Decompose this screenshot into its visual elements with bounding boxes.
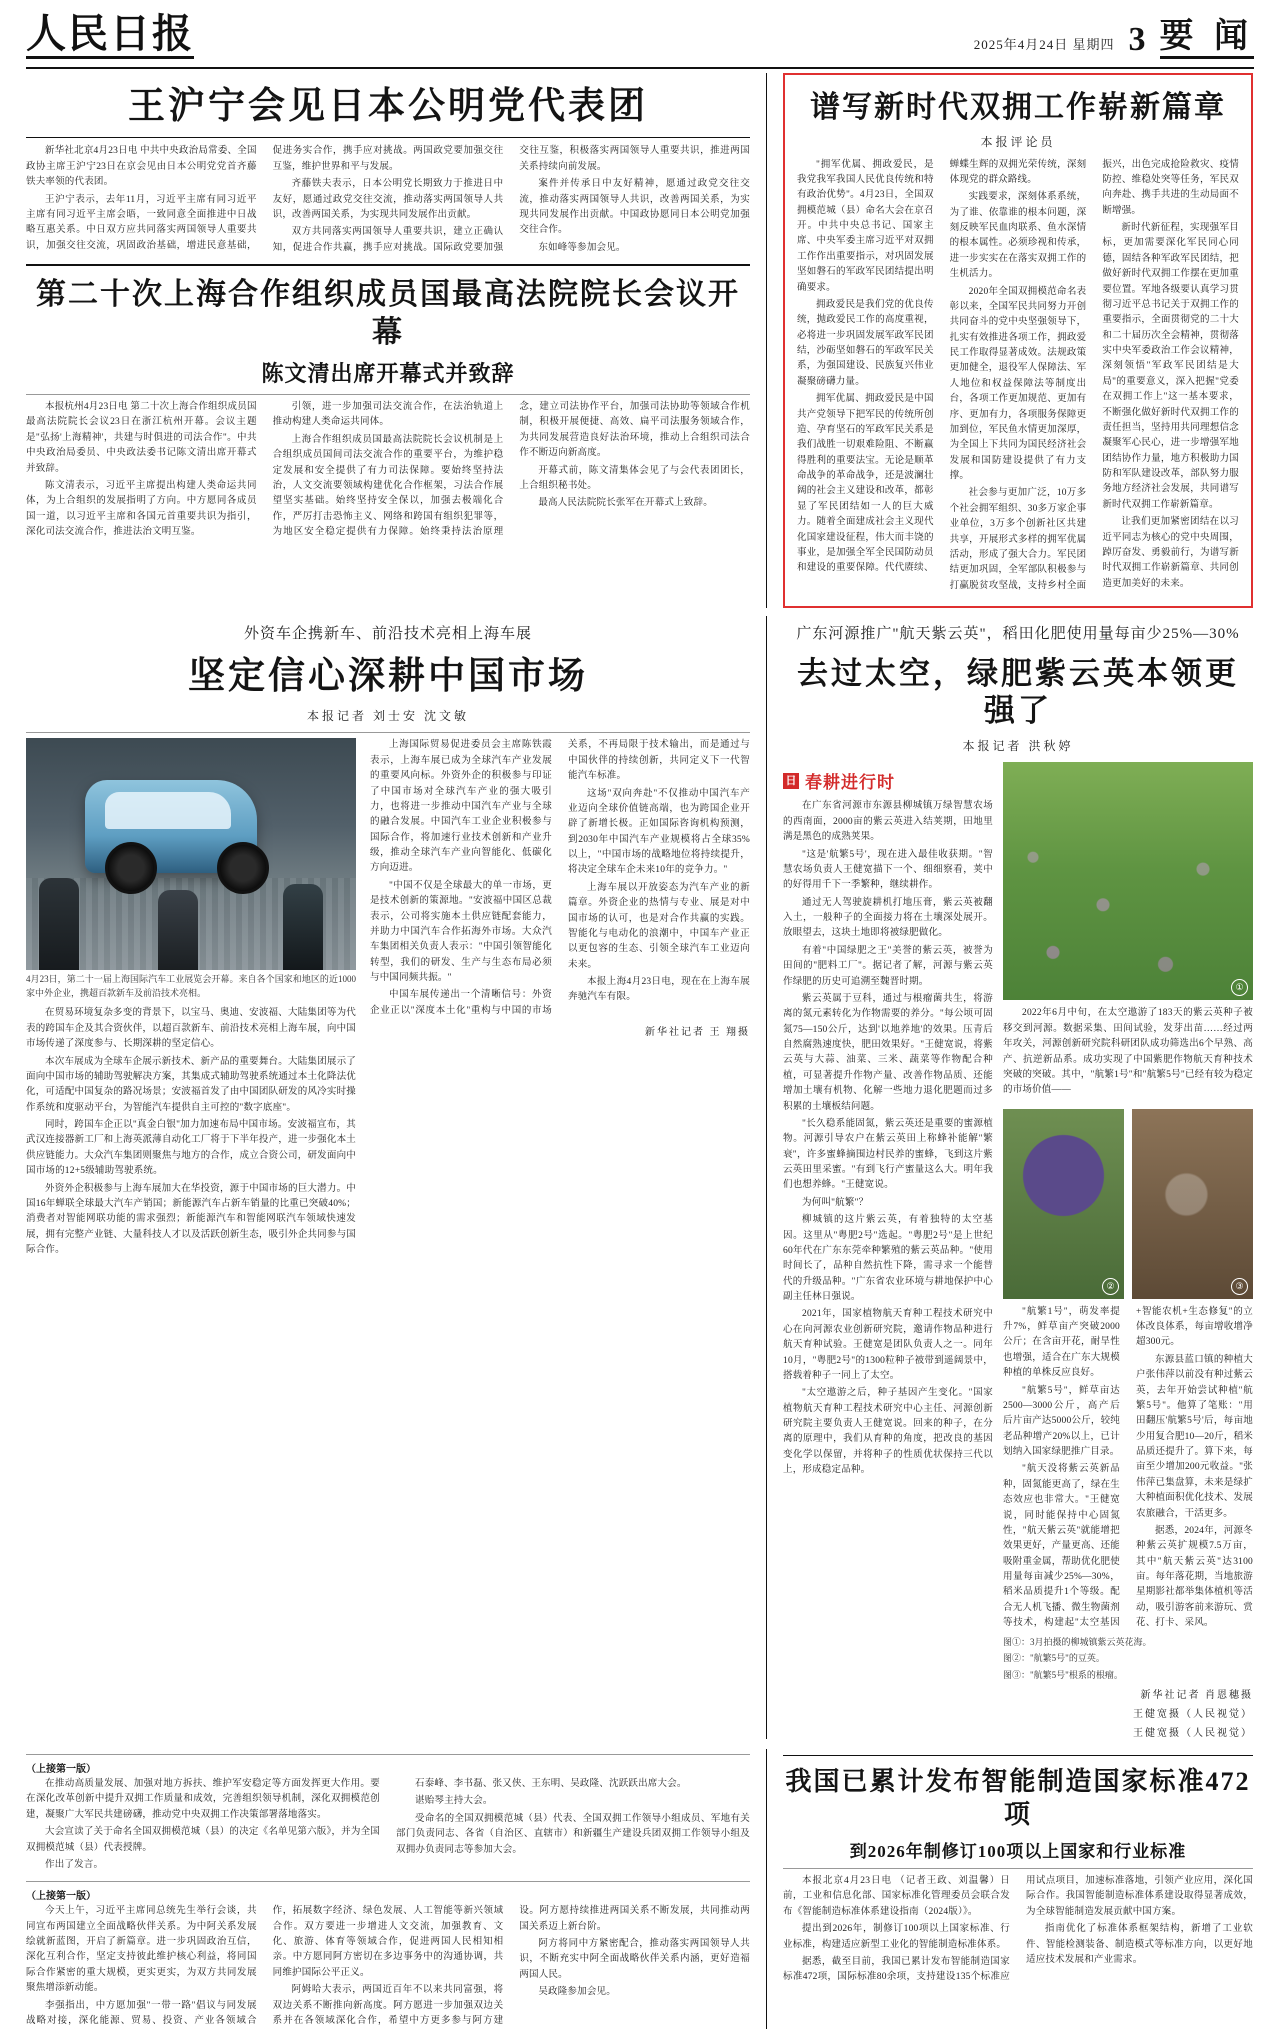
dateline: 本报上海4月23日电，现在在上海车展奔驰汽车有限。 [568,977,750,1003]
photo-index-badge: ③ [1231,1278,1248,1295]
right-bottom-column [767,1749,1253,2029]
root-nodule-photo [1132,1109,1253,1299]
standards-headline: 我国已累计发布智能制造国家标准472项 [785,1767,1251,1829]
green-body-c [1003,1305,1253,1633]
paragraph: 阿姆哈大表示，两国近百年不以来共同富强，将双边关系不断推向新高度。阿方愿进一步加强双边关系并在各领域深化合作，希望中方更多参与阿方建设。阿方愿持续推进两国关系不断发展，共同推动两国关系迈上新台阶。 [272,1906,750,2026]
paragraph: 这场"双向奔赴"不仅推动中国汽车产业迈向全球价值链高端，也为跨国企业开辟了新增长极。正如国际咨询机构预测，到2030年中国汽车产业规模将占全球35%以上，"中国市场的战略地位将持续提升，将决定全球车企未来10年的竞争力。" [568,788,750,876]
paragraph: 有着"中国绿肥之王"美誉的紫云英，被誉为田间的"肥料工厂"。据记者了解，河源与紫云英作绿肥的历史可追溯至魏晋时期。 [783,945,993,987]
top-area [26,73,1254,608]
article-editorial [783,73,1253,608]
paragraph: 据悉，2024年，河源冬种紫云英扩规模7.5万亩，其中"航天紫云英"达3100亩。每年落花期，当地旅游星期影社都举集体植机等活动，吸引游客前来游玩、赏花、打卡、采风。 [1136,1525,1253,1629]
paragraph: 大会宣读了关于命名全国双拥模范城（县）的决定《名单见第六版》，并为全国双拥模范城（县）代表授牌。 [26,1827,380,1853]
article-wang-body [26,144,750,256]
left-mid-column [26,616,766,1739]
article-lead: 本报杭州4月23日电 第二十次上海合作组织成员国最高法院院长会议23日在浙江杭州开幕。会议主题是"弘扬'上海精神'，共建与时俱进的司法合作"。中共中央政治局委员、中央政法委书记陈文清出席开幕式并致辞。 [26,402,257,474]
paragraph: 陈文清表示，习近平主席提出构建人类命运共同体，为上合组织的发展指明了方向。中方愿同各成员国一道，以习近平主席和各国元首重要共识为指引，深化司法交流合作，推进法治文明互鉴。 [26,480,257,538]
article-sco-body [26,400,750,540]
article-standards [783,1766,1253,1986]
left-top-column [26,73,766,608]
photo-index-badge: ① [1231,979,1248,996]
visitor-silhouette [283,884,323,970]
auto-body-left [26,1006,356,1260]
article-lead: 新华社北京4月23日电 中共中央政治局常委、全国政协主席王沪宁23日在京会见由日本公明党党首齐藤铁夫率领的代表团。 [26,146,257,188]
paragraph: 本次车展成为全球车企展示新技术、新产品的重要舞台。大陆集团展示了面向中国市场的辅助驾驶解决方案，其集成式辅助驾驶系统通过本土化降法优化，可适配中国复杂的路况场景；安波福首发了由中国团队研发的风冷实时操作系统和度驱动平台，为智能汽车提供自主可控的"数字底座"。 [26,1056,356,1113]
paragraph: 东如峰等参加会见。 [538,242,626,253]
paragraph: 开幕式前，陈文清集体会见了与会代表团团长，上合组织秘书处。 [519,465,750,491]
editorial-headline: 谱写新时代双拥工作崭新篇章 [810,91,1226,124]
paragraph: 上海国际贸易促进委员会主席陈铁霞表示，上海车展已成为全球汽车产业发展的重要风向标。外资外企的积极参与印证了中国市场对全球汽车产业的强大吸引力，也将进一步推动中国汽车产业与全球的融合发展。中国汽车工业企业积极参与国际合作，将加速行业技术创新和产业升级，推动全球汽车产业向智能化、低碳化方向迈进。 [370,740,552,874]
paragraph: 双方共同落实两国领导人重要共识，建立正确认知，促进合作共赢，携手应对挑战。国际政党要加强交往互鉴，积极落实两国领导人重要共识，推进两国关系持续向前发展。 [272,146,750,253]
green-photo-credit-2: 王健宽摄（人民视觉） [1133,1709,1253,1720]
auto-headline: 坚定信心深耕中国市场 [188,656,588,697]
car-window-shape [105,792,230,829]
visitor-silhouette [158,890,198,970]
left-bottom-column [26,1749,766,2029]
paragraph: "长久稳系能固氮，紫云英还是重要的蜜源植物。河源引导农户在紫云英田上称蜂补能解"繁衰"，许多蜜蜂摘围边村民养的蜜蜂，飞到这片紫云英田里采蜜。"有到飞行产蜜量这么大。明年我们也想养蜂。"王健宽说。 [783,1118,993,1191]
mid-area [26,616,1254,1739]
paragraph: 王沪宁表示，去年11月，习近平主席有同习近平主席有同习近平主席会晤，一致同意全面推进中日战略互惠关系。中日双方应共同落实两国领导人重要共识，加强交往交流，巩固政治基础，增进民意基础，促进务实合作，携手应对挑战。两国政党要加强交往互鉴，维护世界和平与发展。 [26,146,504,251]
paragraph: 新时代新征程，实现强军目标，更加需要深化军民同心同德，固结各种军政军民团结，把做好新时代双拥工作摆在更加重要位置。军地各级要认真学习贯彻习近平总书记关于双拥工作的重要指示，全面贯彻党的二十大和二十届历次全会精神，贯彻落实中央军委政治工作会议精神，深刻领悟"军政军民团结是大局"的重要意义，深入把握"党委在双拥工作上"这一基本要求，不断强化做好新时代双拥工作的责任担当，坚持用共同理想信念凝聚军心民心，进一步增强军地团结协作力量，地方积极助力国防和军队建设改革，部队努力服务地方经济社会发展，共同谱写新时代双拥工作崭新篇章。 [1102,223,1239,510]
paragraph: 提出到2026年，制修订100项以上国家标准、行业标准，构建适应新型工业化的智能制造标准体系。 [783,1924,1010,1950]
paragraph: "航繁5号"，鲜草亩达2500—3000公斤，高产后后片亩产达5000公斤，较纯老品种增产20%以上，已计划纳入国家绿肥推广目录。 [1003,1385,1120,1457]
paragraph: 最高人民法院院长张军在开幕式上致辞。 [538,498,713,509]
paragraph: 石泰峰、李书磊、张又侠、王东明、吴政隆、沈跃跃出席大会。 [415,1779,687,1789]
right-mid-column [767,616,1253,1739]
car-wheel-shape [217,842,269,894]
masthead [26,0,1254,69]
paragraph: 作出了发言。 [45,1859,104,1870]
paragraph: 阿方将同中方紧密配合，推动落实两国领导人共识，不断充实中阿全面战略伙伴关系内涵，更好造福两国人民。 [519,1939,750,1980]
article-sco-headline: 第二十次上海合作组织成员国最高法院院长会议开幕 [36,278,740,349]
green-photo-caption-1: 图①：3月拍摄的柳城镇紫云英花海。 [1003,1636,1152,1647]
section-title: 要 闻 [1160,20,1255,59]
paragraph: 为何叫"航繁"？ [802,1197,869,1208]
continuation-head: （上接第一版） [26,1891,96,1903]
paragraph: 谌贻琴主持大会。 [415,1796,493,1807]
paragraph: 今天上午，习近平主席同总统先生举行会谈，共同宣布两国建立全面战略伙伴关系。为中阿关系发展绘就新蓝图，开启了新篇章。进一步巩固政治互信，深化互利合作，坚定支持彼此维护核心利益，将同国际合作紧密的重大规模，更实更实，为双方共同发展聚焦增添新动能。 [26,1906,257,1994]
editorial-byline: 本报评论员 [980,134,1056,149]
newspaper-logo: 人民日报 [26,14,194,59]
auto-byline: 本报记者 刘士安 沈文敏 [306,709,469,724]
paragraph: 上海合作组织成员国最高法院院长会议机制是上合组织成员国间司法交流合作的重要平台，为维护稳定发展和安全提供了有力司法保障。要始终坚持法治，人文交流要领域构建优化合作框架，习法合作展望坚实基础。始终坚持安全保以，加强去极端化合作，严厉打击恐怖主义、网络和跨国有组织犯罪等，为地区安全稳定提供有力保障。始终秉持法治原理念，建立司法协作平台，加强司法协助等领域合作机制，积极开展便捷、高效、扁平司法服务领域合作，为共同发展营造良好法治环境，推动上合组织司法合作不断迈向新高度。 [272,402,750,538]
paragraph: 受命名的全国双拥模范城（县）代表、全国双拥工作领导小组成员、军地有关部门负责同志、各省（自治区、直辖市）和新疆生产建设兵团双拥工作领导小组及双拥办负责同志等参加大会。 [396,1813,750,1855]
page-title: 王沪宁会见日本公明党代表团 [128,86,648,127]
green-photo-pair [1003,1109,1253,1299]
bottom-area [26,1749,1254,2029]
continuation-2 [26,1887,750,2029]
paragraph: 指南优化了标准体系框架结构，新增了工业软件、智能检测装备、制造模式等标准方向，以更好地适应技术发展和产业需求。 [1026,1924,1253,1965]
paragraph: 2021年，国家植物航天育种工程技术研究中心在向河源农业创新研究院，邀请作物品种进行航天育种试验。王健宽是团队负责人之一。同年10月，"粤肥2号"的1300粒种子被带到遥阔景中，搭载着种子一同上了太空。 [783,1309,993,1381]
auto-photo-block [26,738,356,1260]
paragraph: 拥军优属、拥政爱民是中国共产党领导下把军民的传统所创造、孕育坚石的军政军民关系是我们战胜一切艰难险阻、不断赢得胜利的重要法宝。无论是顺革命战争的革命战争，还是波澜壮阔的社会主义建设和改革，都彰显了军民团结如一人的巨大威力。随着全面建成社会主义现代化国家建设征程，伟大而丰饶的事业，是加强全军全民国防动员和建设的重要保障。代代赓续、蝉蝶生辉的双拥光荣传统，深刻体现党的群众路线。 [797,159,1087,574]
paragraph: "这是'航繁5号'，现在进入最佳收获期。"智慧农场负责人王健宽描下一个、细细察看，荚中的好得用千下一季繁种，继续耕作。 [783,849,993,891]
article-wang-huning [26,85,750,256]
green-left-col [783,762,993,1480]
editorial-body [797,158,1239,595]
badge-icon: 日 [783,773,799,789]
green-byline: 本报记者 洪秋婷 [962,739,1074,754]
standards-subhead: 到2026年制修订100项以上国家和行业标准 [849,1842,1187,1861]
paragraph: 中国车展传递出一个清晰信号：外资企业正以"深度本土化"重构与中国的市场关系，不再局限于技术输出，而是通过与中国伙伴的持续创新，共同定义下一代智能汽车标准。 [370,740,750,1016]
paragraph: 拥政爱民是我们党的优良传统，抛政爱民工作的高度重视，必将进一步巩固发展军政军民团结，沙砺坚如磐石的军政军民关系，为强国建设、民族复兴伟业凝聚磅礴力量。 [797,299,934,387]
paragraph: "太空遨游之后，种子基因产生变化。"国家植物航天育种工程技术研究中心主任、河源创新研究院主要负责人王健宽说。回来的种子，在分离的原理中，我们从育种的角度，把改良的基因变化学以保留，并将种子的性质优状保持三代以上，形成稳定品种。 [783,1388,993,1476]
paragraph: 在广东省河源市东源县柳城镇万绿智慧农场的西南面，2000亩的紫云英进入结荚期，田地里满是黑色的成熟荚果。 [783,801,993,843]
paragraph: "航天没将紫云英新品种，固氮能更高了，绿在生态效应也非常大。"王健宽说，同时能保持中心固氮性，"航天紫云英"就能增把效果更好，产量更高、还能吸附重金属，帮助优化肥使用量每亩减少25%—30%，稻米品质提升1个等级。配合无人机飞播、微生物菌剂等技术，构建起"太空基因+智能农机+生态修复"的立体改良体系，每亩增收增净超300元。 [1003,1306,1253,1629]
paragraph: 实践要求，深刻体系系统，为了谁、依靠谁的根本问题，深刻反映军民血肉联系、鱼水深情的根本属性。必须珍视和传承，进一步实实在在落实双拥工作的生机活力。 [949,192,1087,280]
paragraph: "中国不仅是全球最大的单一市场，更是技术创新的策源地。"安波福中国区总裁表示，公司将实施本土供应链配套能力，并助力中国汽车合作拓海外市场。大众汽车集团相关负责人表示："中国引领智能化转型，我们的研发、生产与生态布局必须与中国同频共振。" [370,880,552,984]
green-photo-credit-3: 王健宽摄（人民视觉） [1133,1728,1253,1739]
paragraph: 2022年6月中旬，在太空遨游了183天的紫云英种子被移交到河源。数据采集、田间试验，发芽出苗……经过两年攻关，河源创新研究院科研团队成功筛选出6个早熟、高产、抗逆新品系。成功实现了中国紫肥作物航天育种技术突破的突破。其中，"航繁1号"和"航繁5号"已经有较为稳定的市场价值—— [1003,1008,1253,1096]
green-body-a [783,799,993,1480]
paragraph: 同时，跨国车企正以"真金白银"加力加速布局中国市场。安波福宣布，其武汉连接器新工厂和上海英派薄自动化工厂将于下半年投产，进一步强化本土供应链能力。大众汽车集团则聚焦与地方的合作，成立合资公司，研发面向中国市场的12+5级辅助驾驶系统。 [26,1120,356,1177]
green-photo-credit-1: 新华社记者 肖恩穗摄 [1140,1690,1253,1701]
flower-field-photo [1003,762,1253,1000]
green-photo-caption-2: 图②："航繁5号"的豆英。 [1003,1653,1105,1663]
paragraph: "航繁1号"，萌发率提升7%，鲜草亩产突破2000公斤；在含亩开花，耐旱性也增强，适合在广东大规模种植的单株反应良好。 [1003,1306,1120,1379]
paragraph: 吴政隆参加会见。 [538,1987,616,1998]
paragraph: 通过无人驾驶旋耕机打地压膏，紫云英被翻入土，一般种子的全面接力将在土壤深处展开。放眼望去，这块土地即将被绿肥做化。 [783,897,993,939]
paragraph: 东源县蓝口镇的种植大户张伟萍以前没有种过紫云英，去年开始尝试种植"航繁5号"。他算了笔账："用田翻压'航繁5号'后，每亩地少用复合肥10—20斤，稻米品质还提升了。算下来，每亩至少增加200元收益。"张伟萍已集盘算，未来是绿扩大种植面积优化技术、发展农旅融合，干活更多。 [1136,1354,1253,1519]
green-headline: 去过太空，绿肥紫云英本领更强了 [797,656,1239,729]
paragraph: 齐藤铁夫表示，日本公明党长期致力于推进日中友好，愿通过政党交往交流，推动落实两国领导人共识，改善两国关系，为实现共同发展作出贡献。 [272,179,504,220]
auto-photo-caption: 4月23日，第二十一届上海国际汽车工业展览会开幕。来自各个国家和地区的近1000家中外企业，携超百款新车及前沿技术亮相。 [26,974,356,998]
masthead-right [974,20,1254,59]
continuation-1 [26,1760,750,1873]
paragraph: 引领，进一步加强司法交流合作，在法治轨道上推动构建人类命运共同体。 [272,402,504,428]
paragraph: 2020年全国双拥模范命名表彰以来，全国军民共同努力开创共同奋斗的党中央坚强领导下，扎实有效推进各项工作，拥政爱民工作取得显著成效。法规政策更加健全，退役军人保障法、军人地位和权益保障法等制度出台，各项工作更加规范、更加有序、更加有力，各项服务保障更加到位，军民鱼水情更加深厚，为全国上下共同为国民经济社会发展和国防建设提供了有力支撑。 [949,286,1087,481]
auto-show-photo [26,738,356,970]
issue-date: 2025年4月24日 星期四 [973,37,1115,52]
green-photo-caption-3: 图③："航繁5号"根系的根瘤。 [1003,1669,1123,1680]
paragraph: 在推动高质量发展、加强对地方拆扶、维护军安稳定等方面发挥更大作用。要在深化改革创新中提升双拥工作质量和成效，完善组织领导机制，深化双拥模范创建，凝聚广大军民共建磅礴，推动党中央双拥工作决策部署落地落实。 [26,1779,380,1820]
paragraph: 上海车展以开放姿态为汽车产业的新篇章。外资企业的热情与专业、展是对中国市场的认可，也是对合作共赢的实践。智能化与电动化的浪潮中，中国车产业正以更包容的生态、引领全球汽车工业迈向未来。 [568,882,750,970]
photo-index-badge: ② [1102,1278,1119,1295]
paragraph: 在贸易环境复杂多变的背景下，以宝马、奥迪、安波福、大陆集团等为代表的跨国车企及其合资伙伴，以超百款新车、前沿技术亮相上海车展，向中国市场传递了深度参与、长期深耕的坚定信心。 [26,1008,356,1050]
spring-badge [783,768,993,793]
article-sco-subhead: 陈文清出席开幕式并致辞 [261,361,515,387]
page-number: 3 [1128,21,1146,58]
paragraph: 外资外企积极参与上海车展加大在华投资，源于中国市场的巨大潜力。中国16年蝉联全球最大汽车产销国；新能源汽车占新车销量的比重已突破40%；消费者对智能网联功能的需求强烈；新能源汽车和智能网联汽车领域快速发展，拥有完整产业链、大量科技人才以及活跃创新生态，吸引外企共同参与国际合作。 [26,1183,356,1256]
paragraph: 据悉，截至目前，我国已累计发布智能制造国家标准472项，国际标准80余项，支持建设135个标准应用试点项目，加速标准落地，引领产业应用，深化国际合作。我国智能制造标准体系建设取得显著成效，为全球智能制造发展贡献中国方案。 [783,1876,1253,1983]
badge-label: 春耕进行时 [805,773,895,793]
paragraph: 紫云英属于豆科，通过与根瘤菌共生，将游离的氮元素转化为作物需要的养分。"每公顷可固氮75—150公斤，达到'以地养地'的效果。压青后自然腐熟速度快，肥田效果好。"王健宽说，将紫云英与大蒜、油菜、三米、蔬菜等作物配合种植，可显著提升作物产量、改善作物品质、还能增加土壤有机物、化解一些地力退化肥题而过多积累的土壤板结问题。 [783,993,993,1112]
green-body-b [1003,1006,1253,1100]
paragraph: 让我们更加紧密团结在以习近平同志为核心的党中央周围，踔厉奋发、勇毅前行，为谱写新时代双拥工作崭新篇章、共同创造更加美好的未来。 [1102,517,1239,589]
auto-kicker: 外资车企携新车、前沿技术亮相上海车展 [243,626,532,642]
auto-body-right [370,738,750,1260]
article-lead: 本报北京4月23日电 （记者王政、刘温馨）日前，工业和信息化部、国家标准化管理委员会联合发布《智能制造标准体系建设指南（2024版）》。 [783,1876,1010,1917]
paragraph: "拥军优属、拥政爱民，是我党我军我国人民优良传统和特有政治优势"。4月23日，全国双拥模范城（县）命名大会在京召开。中共中央总书记、国家主席、中央军委主席习近平对双拥工作作出重要指示，对巩固发展坚如磐石的军政军民团结提出明确要求。 [797,159,934,293]
car-wheel-shape [105,842,157,894]
paragraph: 案件并传承日中友好精神，愿通过政党交往交流，推动落实两国领导人共识，改善两国关系，为实现共同发展作出贡献。中国政协愿同日本公明党加强交往合作。 [519,179,750,236]
paragraph: 李强指出，中方愿加强"一带一路"倡议与同发展战略对接，深化能源、贸易、投资、产业各领域合作，拓展数字经济、绿色发展、人工智能等新兴领域合作。双方要进一步增进人文交流，加强教育、文化、旅游、体育等领域合作，促进两国人民相知相亲。中方愿同阿方密切在多边事务中的沟通协调，共同维护国际公平正义。 [26,1906,504,2026]
green-kicker: 广东河源推广"航天紫云英"，稻田化肥使用量每亩少25%—30% [796,626,1240,642]
milkvetch-pod-photo [1003,1109,1124,1299]
continuation-head: （上接第一版） [26,1764,96,1775]
right-top-column [767,73,1253,608]
auto-photo-credit: 新华社记者 王 翔摄 [645,1027,750,1039]
article-sco [26,276,750,540]
green-right-col [1003,762,1253,1739]
visitor-silhouette [39,878,79,970]
paragraph: 社会参与更加广泛，10万多个社会拥军组织、30多万家企事业单位，3万多个创新社区共建共享，开展形式多样的拥军优属活动，形成了强大合力。军民团结更加巩固，全军部队积极参与打赢脱贫攻坚战，支持乡村全面振兴，出色完成抢险救灾、疫情防控、维稳处突等任务，军民双向奔赴、携手共进的生动局面不断增强。 [949,159,1239,591]
paragraph: 柳城镇的这片紫云英，有着独特的太空基因。这里从"粤肥2号"选起。"粤肥2号"是上世纪60年代在广东东莞牵种繁殖的紫云英品种。"使用时间长了，品种自然抗性下降，需寻求一个能替代的升级品种。"广东省农业环境与耕地保护中心副主任林日强说。 [783,1215,993,1302]
